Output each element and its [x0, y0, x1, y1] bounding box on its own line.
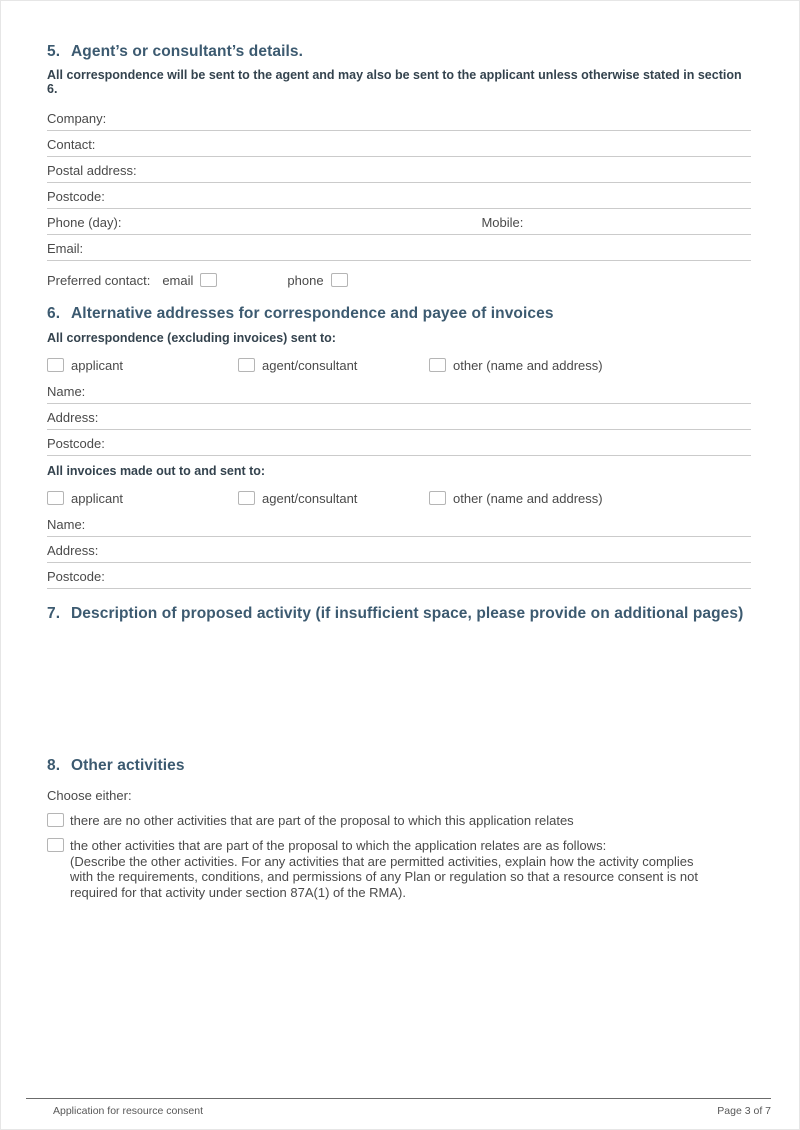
postal-address-input[interactable] [137, 157, 751, 178]
preferred-contact-row [47, 272, 751, 288]
company-input[interactable] [106, 105, 751, 126]
other-activities-text-block [70, 838, 712, 900]
field-row-postcode [47, 183, 751, 209]
contact-label: Contact: [47, 137, 96, 152]
page-footer [53, 1105, 771, 1117]
correspondence-agent-checkbox[interactable] [238, 358, 255, 372]
correspondence-address-input[interactable] [98, 404, 751, 425]
invoices-address-label: Address: [47, 543, 99, 558]
correspondence-address-label: Address: [47, 410, 99, 425]
section6-number: 6. [47, 305, 61, 322]
field-row-invoices-postcode [47, 563, 751, 589]
invoices-name-input[interactable] [85, 511, 751, 532]
section5-number: 5. [47, 43, 61, 60]
other-activities-label: the other activities that are part of the proposal to which the application relates are as follows: [70, 838, 607, 853]
preferred-phone-label: phone [287, 272, 324, 288]
section5-heading [47, 43, 751, 61]
mobile-input[interactable] [523, 209, 751, 230]
preferred-contact-label: Preferred contact: [47, 272, 151, 288]
email-input[interactable] [83, 235, 751, 256]
no-other-activities-checkbox[interactable] [47, 813, 64, 827]
section8-title: Other activities [71, 757, 185, 774]
invoices-other-label: other (name and address) [453, 490, 603, 506]
preferred-email-label: email [162, 272, 194, 288]
section8-heading [47, 757, 751, 775]
mobile-label: Mobile: [481, 215, 524, 230]
invoices-agent-checkbox[interactable] [238, 491, 255, 505]
section6-title: Alternative addresses for correspondence and payee of invoices [71, 305, 554, 322]
invoices-option-applicant [47, 491, 238, 506]
invoices-other-checkbox[interactable] [429, 491, 446, 505]
field-row-invoices-name [47, 511, 751, 537]
correspondence-fields [47, 378, 751, 456]
phone-day-input[interactable] [121, 209, 481, 230]
correspondence-name-label: Name: [47, 384, 86, 399]
agent-fields [47, 105, 751, 261]
correspondence-other-checkbox[interactable] [429, 358, 446, 372]
field-row-correspondence-postcode [47, 430, 751, 456]
correspondence-applicant-label: applicant [71, 357, 124, 373]
correspondence-options [47, 357, 751, 373]
invoices-applicant-checkbox[interactable] [47, 491, 64, 505]
field-row-contact [47, 131, 751, 157]
section7-number: 7. [47, 605, 61, 622]
footer-divider [26, 1098, 771, 1099]
correspondence-postcode-label: Postcode: [47, 436, 105, 451]
invoices-postcode-label: Postcode: [47, 569, 105, 584]
correspondence-other-label: other (name and address) [453, 357, 603, 373]
invoices-name-label: Name: [47, 517, 86, 532]
postcode-input[interactable] [105, 183, 751, 204]
correspondence-applicant-checkbox[interactable] [47, 358, 64, 372]
invoices-option-other [429, 491, 603, 506]
preferred-email-checkbox[interactable] [200, 273, 217, 287]
other-activities-checkbox[interactable] [47, 838, 64, 852]
section5-title: Agent’s or consultant’s details. [71, 43, 304, 60]
field-row-correspondence-address [47, 404, 751, 430]
correspondence-postcode-input[interactable] [105, 430, 751, 451]
correspondence-name-input[interactable] [85, 378, 751, 399]
field-row-company [47, 105, 751, 131]
contact-input[interactable] [95, 131, 751, 152]
correspondence-agent-label: agent/consultant [262, 357, 358, 373]
field-row-invoices-address [47, 537, 751, 563]
section7-heading [47, 605, 751, 623]
field-row-postal-address [47, 157, 751, 183]
section5-note: All correspondence will be sent to the agent and may also be sent to the applicant unless otherwise stated in section 6. [47, 68, 742, 96]
form-content [47, 43, 751, 900]
email-label: Email: [47, 241, 84, 256]
invoices-agent-label: agent/consultant [262, 490, 358, 506]
correspondence-option-applicant [47, 358, 238, 373]
no-other-activities-label: there are no other activities that are part of the proposal to which this application relates [70, 813, 574, 828]
correspondence-option-agent [238, 358, 429, 373]
postcode-label: Postcode: [47, 189, 105, 204]
company-label: Company: [47, 111, 107, 126]
invoices-fields [47, 511, 751, 589]
invoices-applicant-label: applicant [71, 490, 124, 506]
section6-heading [47, 305, 751, 323]
preferred-phone-checkbox[interactable] [331, 273, 348, 287]
section7-title: Description of proposed activity (if insufficient space, please provide on additional pages) [71, 605, 744, 622]
footer-page-number: Page 3 of 7 [717, 1105, 771, 1117]
other-activities-note: (Describe the other activities. For any activities that are permitted activities, explain how the activity complies with the requirements, conditions, and permissions of any Plan or regulation so that a resource consent is not required for that activity under section 87A(1) of the RMA). [70, 853, 698, 900]
field-row-email [47, 235, 751, 261]
postal-address-label: Postal address: [47, 163, 137, 178]
invoices-options [47, 490, 751, 506]
invoices-address-input[interactable] [98, 537, 751, 558]
invoices-postcode-input[interactable] [105, 563, 751, 584]
invoices-option-agent [238, 491, 429, 506]
invoices-subheading: All invoices made out to and sent to: [47, 464, 266, 478]
correspondence-option-other [429, 358, 603, 373]
footer-document-title: Application for resource consent [53, 1105, 203, 1117]
field-row-correspondence-name [47, 378, 751, 404]
section8-number: 8. [47, 757, 61, 774]
phone-day-label: Phone (day): [47, 215, 122, 230]
field-row-phone-mobile [47, 209, 751, 235]
choose-either-label: Choose either: [47, 788, 132, 803]
correspondence-subheading: All correspondence (excluding invoices) sent to: [47, 331, 336, 345]
other-activities-option [47, 838, 751, 900]
no-other-activities-option [47, 813, 751, 828]
